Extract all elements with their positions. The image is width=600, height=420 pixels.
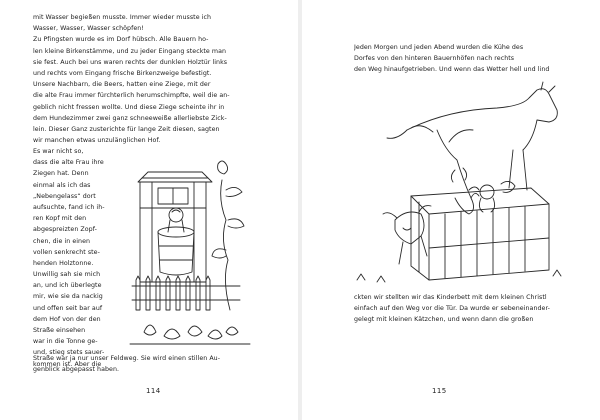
- text-line: an, und ich überlegte: [33, 282, 102, 290]
- right-page: [302, 0, 600, 420]
- text-line: aufsuchte, fand ich ih-: [33, 203, 105, 211]
- text-line: Straße einsehen: [33, 327, 86, 334]
- text-line: Wasser, Wasser, Wasser schöpfen!: [33, 25, 144, 33]
- text-line: Unwillig sah sie mich: [33, 271, 101, 279]
- text-line: ckten wir stellten wir das Kinderbett mit dem kleinen Christl: [354, 294, 547, 301]
- text-line: und offen seit bar auf: [33, 304, 103, 312]
- text-line: war in die Tonne ge-: [33, 338, 98, 346]
- text-line: Dorfes von den hinteren Bauernhöfen nach rechts: [354, 55, 515, 63]
- courtyard-illustration: [130, 160, 260, 360]
- text-line: Zu Pfingsten wurde es im Dorf hübsch. Alle Bauern ho-: [33, 36, 209, 44]
- text-line: geblich nicht fressen wollte. Und diese Ziege scheinte ihr in: [33, 103, 225, 111]
- text-line: und rechts vom Eingang frische Birkenzweige befestigt.: [33, 69, 212, 77]
- text-line: Ziegen hat. Denn: [33, 170, 89, 178]
- text-line: henden Holztonne.: [33, 259, 94, 267]
- text-line: dem Hof von der den: [33, 315, 101, 323]
- page-number-left: 114: [146, 387, 161, 395]
- right-page-top-text: [354, 42, 549, 76]
- text-line: einfach auf den Weg vor die Tür. Da wurde er sebeneinander-: [354, 305, 551, 313]
- right-page-bottom-text: [354, 292, 550, 326]
- cows-and-crib-illustration: [337, 80, 567, 290]
- text-line: die alte Frau immer fürchterlich herumschimpfte, weil die an-: [33, 92, 230, 100]
- page-number-right: 115: [432, 387, 447, 395]
- text-line: einmal als ich das: [33, 181, 91, 189]
- text-line: genblick abgepasst haben.: [33, 366, 120, 374]
- text-line: mir, wie sie da nackig: [33, 293, 103, 301]
- text-line: gelegt mit kleinen Kätzchen, und wenn dann die großen: [354, 316, 534, 324]
- text-line: Jeden Morgen und jeden Abend wurden die Kühe des: [354, 44, 524, 51]
- text-line: ren Kopf mit den: [33, 215, 87, 223]
- text-line: wir manchen etwas unzulänglichen Hof.: [33, 137, 161, 145]
- text-line: den Weg hinaufgetrieben. Und wenn das Wetter hell und lind: [354, 66, 550, 74]
- text-line: vollen senkrecht ste-: [33, 248, 100, 256]
- text-line: „Nebengelass“ dort: [33, 192, 96, 200]
- text-line: dass die alte Frau ihre: [33, 159, 104, 167]
- text-line: Es war nicht so,: [33, 148, 84, 155]
- text-line: len kleine Birkenstämme, und zu jeder Eingang steckte man: [33, 47, 227, 55]
- text-line: sie fest. Auch bei uns waren rechts der dunklen Holztür links: [33, 58, 228, 66]
- left-page: [0, 0, 298, 420]
- text-line: abgespreizten Zopf-: [33, 226, 97, 234]
- text-line: Unsere Nachbarn, die Beers, hatten eine Ziege, mit der: [33, 81, 211, 89]
- text-line: chen, die in einen: [33, 237, 91, 245]
- left-page-side-text: [33, 146, 105, 370]
- text-line: und, stieg stets sauer-: [33, 349, 105, 357]
- text-line: mit Wasser begießen musste. Immer wieder musste ich: [33, 14, 212, 21]
- left-page-top-text: [33, 12, 230, 146]
- text-line: kommen ist. Aber die: [33, 360, 102, 368]
- text-line: dem Hundezimmer zwei ganz schneeweiße allerliebste Zick-: [33, 114, 227, 122]
- left-page-bottom-text: [33, 353, 220, 375]
- text-line: Straße war ja nur unser Feldweg. Sie wird einen stillen Au-: [33, 355, 221, 362]
- text-line: lein. Dieser Ganz zusterichte für lange Zeit diesen, sagten: [33, 125, 220, 133]
